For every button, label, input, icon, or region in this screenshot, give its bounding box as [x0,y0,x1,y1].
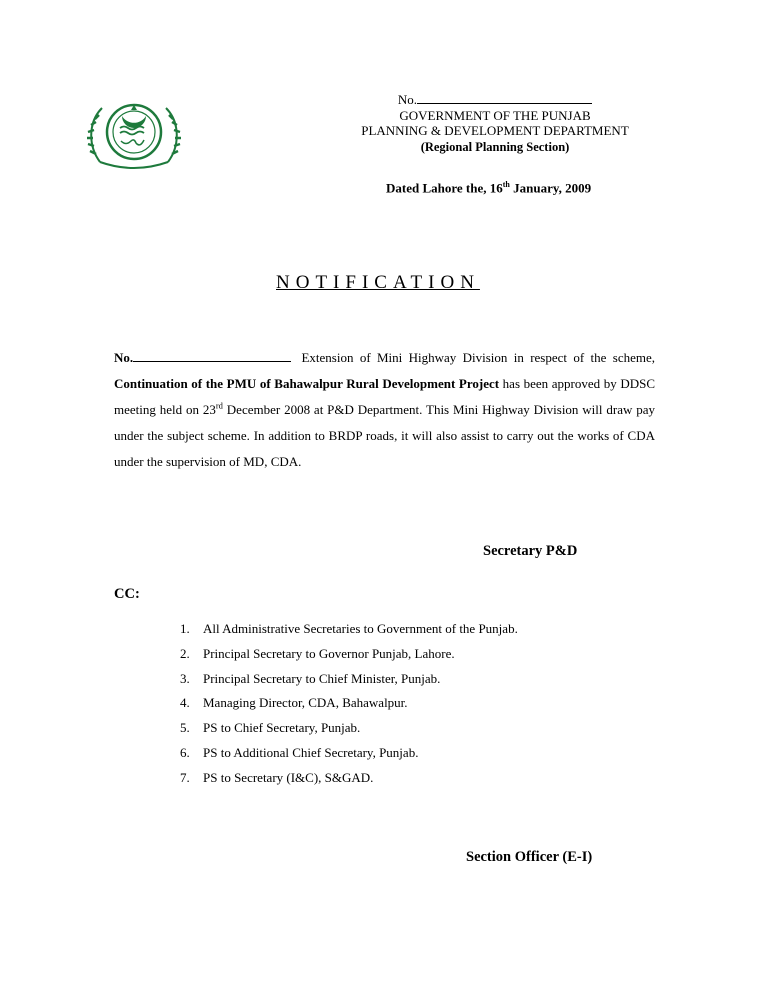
reference-number: No. [330,92,660,108]
list-item: 5. PS to Chief Secretary, Punjab. [180,720,361,736]
number-blank-line [417,92,592,104]
department-name: PLANNING & DEVELOPMENT DEPARTMENT [361,123,629,138]
scheme-name: Continuation of the PMU of Bahawalpur Rural Development Project [114,376,500,391]
notification-body: No. Extension of Mini Highway Division in respect of the scheme, Continuation of the PMU of Bahawalpur Rural Development Project has been approved by DDSC meeting held on 23rd December 2008 at P&D Department. This Mini Highway Division will draw pay under the subject scheme. In addition to BRDP roads, it will also assist to carry out the works of CDA under the supervision of MD, CDA. [114,350,655,469]
number-blank-line [133,350,291,362]
list-item: 1. All Administrative Secretaries to Government of the Punjab. [180,621,518,636]
list-item: 6. PS to Additional Chief Secretary, Punjab. [180,744,419,760]
signatory-secretary: Secretary P&D [483,543,578,559]
list-item: 3. Principal Secretary to Chief Minister, Punjab. [180,670,441,686]
government-name: GOVERNMENT OF THE PUNJAB [399,108,591,123]
date-line: Dated Lahore the, 16th January, 2009 [386,180,592,196]
signatory-section-officer: Section Officer (E-I) [466,849,593,865]
list-item: 4. Managing Director, CDA, Bahawalpur. [180,695,408,711]
section-name: (Regional Planning Section) [420,140,570,154]
list-item: 2. Principal Secretary to Governor Punjab, Lahore. [180,645,455,661]
punjab-government-seal-logo [86,98,182,172]
cc-list [180,620,518,794]
cc-label: CC: [114,586,140,602]
list-item: 7. PS to Secretary (I&C), S&GAD. [180,769,374,785]
page-title: NOTIFICATION [276,272,480,293]
